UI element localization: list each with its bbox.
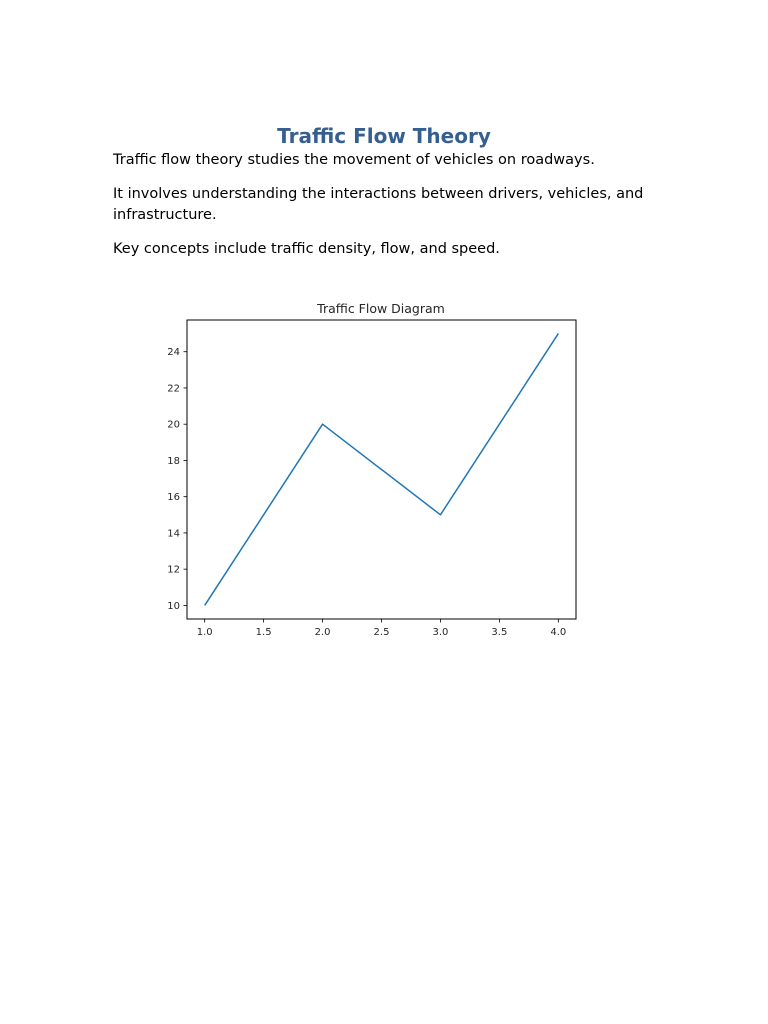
paragraph-interactions: It involves understanding the interactions between drivers, vehicles, and infrastructure. bbox=[113, 186, 644, 223]
x-tick-label: 3.0 bbox=[432, 627, 449, 638]
series-layer bbox=[205, 334, 559, 606]
x-tick-label: 1.5 bbox=[255, 627, 272, 638]
line-chart bbox=[148, 295, 598, 645]
document-body bbox=[113, 150, 653, 273]
x-tick-label: 3.5 bbox=[491, 627, 508, 638]
x-tick-label: 1.0 bbox=[196, 627, 213, 638]
paragraph-key-concepts: Key concepts include traffic density, flow, and speed. bbox=[113, 241, 500, 257]
x-tick-label: 2.5 bbox=[373, 627, 390, 638]
axis-ticks bbox=[167, 347, 566, 638]
y-tick-label: 12 bbox=[167, 564, 180, 576]
y-tick-label: 14 bbox=[167, 528, 180, 540]
y-tick-label: 18 bbox=[167, 455, 180, 467]
chart-figure bbox=[148, 295, 598, 645]
paragraph-intro: Traffic flow theory studies the movement of vehicles on roadways. bbox=[113, 152, 595, 168]
y-tick-label: 20 bbox=[167, 419, 180, 431]
x-tick-label: 4.0 bbox=[550, 627, 567, 638]
y-tick-label: 16 bbox=[167, 492, 180, 504]
series-line bbox=[205, 334, 559, 606]
y-tick-label: 24 bbox=[167, 347, 180, 359]
y-tick-label: 22 bbox=[167, 383, 180, 395]
y-tick-label: 10 bbox=[167, 600, 180, 612]
page-title: Traffic Flow Theory bbox=[277, 124, 491, 148]
x-tick-label: 2.0 bbox=[314, 627, 331, 638]
chart-title: Traffic Flow Diagram bbox=[317, 301, 445, 316]
